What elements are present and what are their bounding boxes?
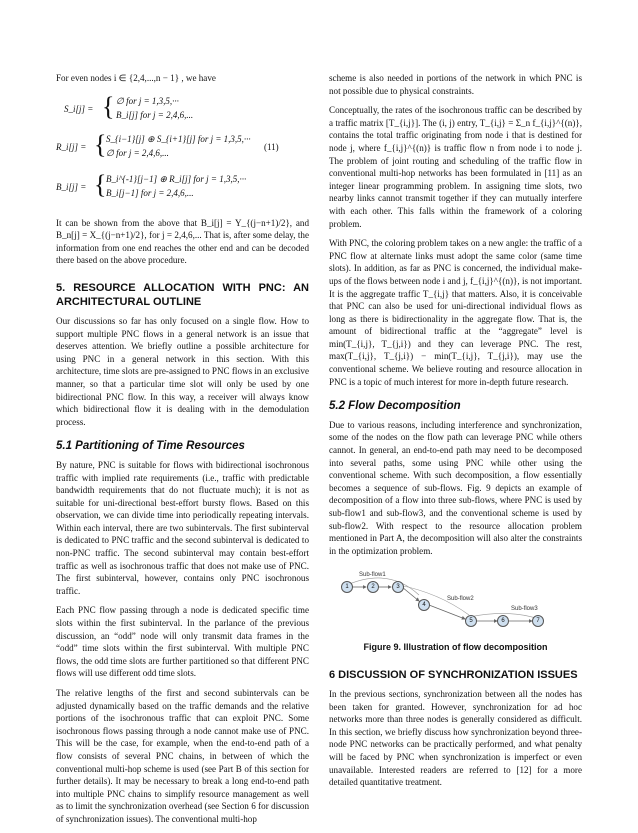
eq-b-case2: B_i[j−1] for j = 2,4,6,... (106, 187, 194, 198)
right-paragraph-2: Conceptually, the rates of the isochronous traffic can be described by a traffic matrix [T_{i,j}]. The (i, j) entry, T_{i,j} = Σ_n f_{i,j}^{(n)}, contains the total traffic originating from node i that is destined for node j, where f_{i,j}^{(n)} is traffic flow n from node i to node j. The problem of joint routing and scheduling of the traffic flow in conventional multi-hop networks has been formulated in [11] as an integer linear programming problem. In assigning time slots, two nearby links cannot transmit together if they can mutually interfere with each other. This falls within the framework of a coloring problem. (329, 105, 582, 229)
section-5-1-paragraph-3: The relative lengths of the first and second subintervals can be adjusted dynamically based on the traffic demands and the relative portions of the isochronous traffic that can exploit PNC. Some isochronous flows passing through a node cannot make use of PNC. This will be the case, for example, when the end-to-end path of a flow consists of several PNC chains, in between of which the conventional multi-hop scheme is used (see Part B of this section for further details). It may be necessary to break a long end-to-end path into multiple PNC chains to simplify resource management as well as to limit the synchronization overhead (see Section 6 for discussion of synchronization issues). The conventional multi-hop (56, 688, 309, 824)
node-7: 7 (532, 615, 544, 627)
arrow-4-5 (429, 605, 465, 619)
eq-r-case1: S_{i−1}[j] ⊕ S_{i+1}[j] for j = 1,3,5,··· (106, 133, 251, 144)
equation-block-11 (56, 93, 309, 211)
node-5: 5 (465, 615, 477, 627)
subflow3-label: Sub-flow3 (511, 606, 538, 613)
left-column (56, 72, 309, 833)
eq-s-case2: B_i[j] for j = 2,4,6,... (116, 109, 194, 120)
right-paragraph-3: With PNC, the coloring problem takes on a new angle: the traffic of a PNC flow at alternate links must adopt the same color (same time slots). In addition, as far as PNC is concerned, the individual make-ups of the flows between node i and j, f_{i,j}^{(n)}, is not important. It is the aggregate traffic T_{i,j} that matters. Also, it is conceivable that PNC can also be used for uni-directional individual flows as long as there is bidirectionality in the aggregate flow. That is, the amount of bidirectional traffic at the “aggregate” level is min(T_{i,j}, T_{j,i}) and they can leverage PNC. The rest, max(T_{i,j}, T_{j,i}) − min(T_{i,j}, T_{j,i}), may use the conventional scheme. We believe routing and resource allocation in PNC is a topic of much interest for more in-depth future research. (329, 238, 583, 387)
section-5-paragraph: Our discussions so far has only focused on a single flow. How to support multiple PNC flows in a general network is an issue that deserves attention. We briefly outline a possible architecture for using PNC in a general network in this section. With this architecture, time slots are pre-assigned to PNC flows in an exclusive manner, so that a particular time slot will only be used by one bidirectional PNC flow. In this way, a receiver will always know which bidirectional flow it is dealing with in the demodulation process. (56, 315, 309, 427)
section-5-1-paragraph-1: By nature, PNC is suitable for flows with bidirectional isochronous traffic with implied rate requirements (i.e., traffic with predictable bandwidth requirements that do not fluctuate much); it is not as suitable for uni-directional best-effort bursty flows. Based on this observation, we can divide time into periodically repeating intervals. Within each interval, there are two subintervals. The first subinterval is dedicated to PNC traffic and the second subinterval is dedicated to non-PNC traffic. The second subinterval may contain best-effort traffic as well as isochronous traffic that does not make use of PNC. The first subinterval, however, contains only PNC isochronous traffic. (56, 459, 309, 596)
subflow1-label: Sub-flow1 (359, 572, 386, 579)
intro-paragraph: For even nodes i ∈ {2,4,...,n − 1} , we have (56, 73, 216, 83)
node-3: 3 (392, 581, 404, 593)
node-6: 6 (497, 615, 509, 627)
section-5-1-paragraph-2: Each PNC flow passing through a node is dedicated specific time slots within the first subinterval. In the parlance of the previous discussion, an “odd” node will only transmit data frames in the “odd” time slots within the first subinterval. With multiple PNC flows, the odd time slots are further partitioned so that different PNC flows will use different odd time slots. (56, 605, 309, 679)
brace-s: { (102, 91, 115, 121)
brace-b: { (94, 169, 107, 199)
right-column (329, 72, 582, 796)
eq-s-case1: ∅ for j = 1,3,5,··· (116, 95, 179, 106)
eq-s-label: S_i[j] = (64, 103, 94, 114)
figure-9-flow-decomposition (329, 565, 582, 635)
subflow2-label: Sub-flow2 (447, 596, 474, 603)
section-5-2-title: 5.2 Flow Decomposition (329, 400, 461, 413)
node-2: 2 (367, 581, 379, 593)
equation-number: (11) (264, 141, 279, 152)
eq-r-case2: ∅ for j = 2,4,6,... (106, 147, 169, 158)
right-paragraph-1: scheme is also needed in portions of the network in which PNC is not possible due to physical constraints. (329, 73, 582, 96)
section-5-title: 5. RESOURCE ALLOCATION WITH PNC: AN ARCHITECTURAL OUTLINE (56, 281, 309, 308)
brace-r: { (94, 129, 107, 159)
figure-9-caption: Figure 9. Illustration of flow decomposition (363, 642, 548, 653)
node-1: 1 (341, 581, 353, 593)
eq-r-label: R_i[j] = (56, 141, 87, 152)
node-4: 4 (418, 599, 430, 611)
eq-b-label: B_i[j] = (56, 181, 87, 192)
section-5-1-title: 5.1 Partitioning of Time Resources (56, 440, 245, 453)
eq-b-case1: B_i^{-1}[j−1] ⊕ R_i[j] for j = 1,3,5,··· (106, 173, 247, 184)
section-6-title: 6 DISCUSSION OF SYNCHRONIZATION ISSUES (329, 668, 578, 681)
section-5-2-paragraph: Due to various reasons, including interference and synchronization, some of the nodes on the flow path can leverage PNC while others cannot. In general, an end-to-end path may need to be decomposed into several paths, some using PNC while other using the conventional scheme. With such decomposition, a flow essentially becomes a sequence of sub-flows. Fig. 9 depicts an example of decomposition of a flow into three sub-flows, where PNC is used by sub-flow1 and sub-flow3, and the conventional scheme is used by sub-flow2. With respect to the resource allocation problem mentioned in Part A, the decomposition will also alter the constraints in the optimization problem. (329, 419, 582, 556)
section-6-paragraph: In the previous sections, synchronization between all the nodes has been taken for granted. However, synchronization for ad hoc networks more than three nodes is generally considered as difficult. In this section, we briefly discuss how synchronization beyond three-node PNC networks can be practically performed, and what penalty will be faced by PNC when synchronization is imperfect or even unavailable. Interested readers are referred to [12] for a more detailed quantitative treatment. (329, 688, 582, 788)
after-equation-paragraph: It can be shown from the above that B_i[j] = Y_{(j−n+1)/2}, and B_n[j] = X_{(j−n+1)/2}, for j = 2,4,6,... That is, after some delay, the information from one end reaches the other end and can be decoded there based on the above procedure. (56, 217, 309, 266)
